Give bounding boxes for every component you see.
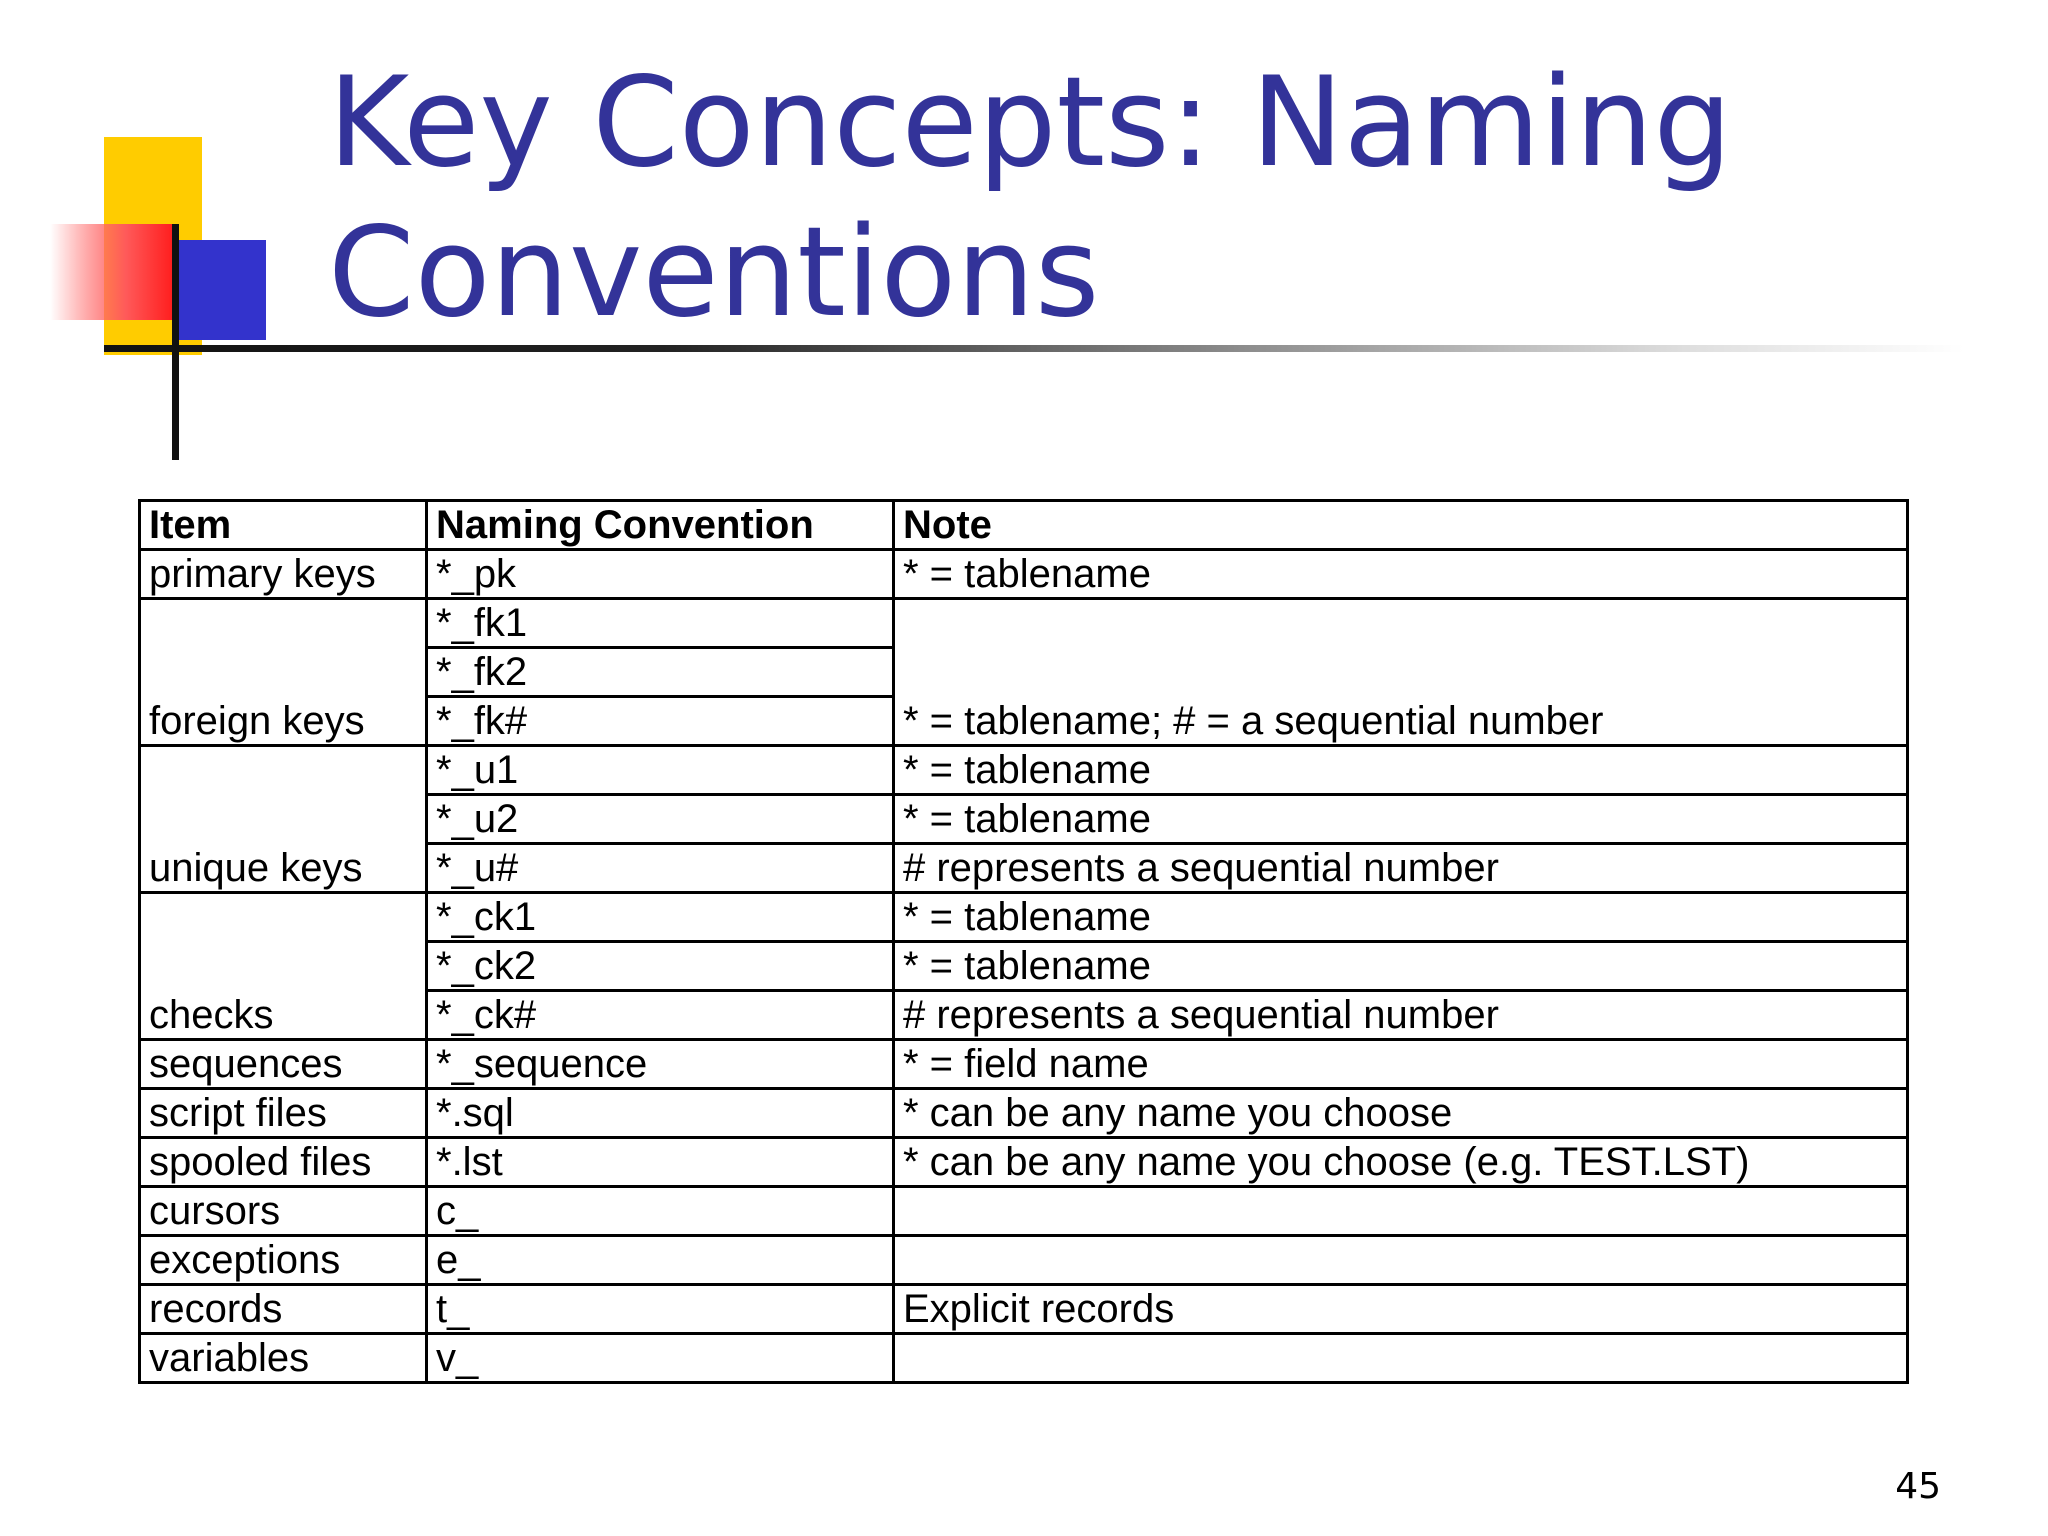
convention-cell: *_ck1 xyxy=(427,893,894,942)
table-row xyxy=(140,1285,1908,1334)
table-row xyxy=(140,1040,1908,1089)
convention-cell: *_sequence xyxy=(427,1040,894,1089)
note-cell: * = tablename xyxy=(894,795,1908,844)
item-cell: primary keys xyxy=(140,550,427,599)
item-cell: unique keys xyxy=(140,746,427,893)
convention-cell: t_ xyxy=(427,1285,894,1334)
note-cell xyxy=(894,1236,1908,1285)
convention-cell: *_fk2 xyxy=(427,648,894,697)
convention-cell: *_pk xyxy=(427,550,894,599)
convention-cell: *_u2 xyxy=(427,795,894,844)
slide-title: Key Concepts: Naming Conventions xyxy=(328,51,1733,345)
table-row xyxy=(140,1089,1908,1138)
item-cell: cursors xyxy=(140,1187,427,1236)
decor-blue-square xyxy=(176,240,266,340)
decor-vertical-rule xyxy=(172,224,179,460)
note-cell: * = field name xyxy=(894,1040,1908,1089)
convention-cell: e_ xyxy=(427,1236,894,1285)
convention-cell: *_fk# xyxy=(427,697,894,746)
naming-conventions-table xyxy=(138,499,1909,1384)
note-cell: * = tablename; # = a sequential number xyxy=(894,599,1908,746)
convention-cell: *_ck2 xyxy=(427,942,894,991)
item-cell: script files xyxy=(140,1089,427,1138)
convention-cell: v_ xyxy=(427,1334,894,1383)
note-cell: * = tablename xyxy=(894,550,1908,599)
table-row xyxy=(140,599,1908,648)
item-cell: sequences xyxy=(140,1040,427,1089)
table-row xyxy=(140,1138,1908,1187)
item-cell: spooled files xyxy=(140,1138,427,1187)
item-cell: checks xyxy=(140,893,427,1040)
convention-cell: *_u# xyxy=(427,844,894,893)
note-cell xyxy=(894,1187,1908,1236)
note-cell: * = tablename xyxy=(894,746,1908,795)
item-cell: exceptions xyxy=(140,1236,427,1285)
convention-cell: *_u1 xyxy=(427,746,894,795)
table-row xyxy=(140,1334,1908,1383)
note-cell: Explicit records xyxy=(894,1285,1908,1334)
header-naming-convention: Naming Convention xyxy=(427,501,894,550)
convention-cell: *_ck# xyxy=(427,991,894,1040)
table-row xyxy=(140,550,1908,599)
convention-cell: *_fk1 xyxy=(427,599,894,648)
convention-cell: *.lst xyxy=(427,1138,894,1187)
note-cell: # represents a sequential number xyxy=(894,991,1908,1040)
note-cell: * can be any name you choose (e.g. TEST.LST) xyxy=(894,1138,1908,1187)
note-cell xyxy=(894,1334,1908,1383)
convention-cell: c_ xyxy=(427,1187,894,1236)
table-row xyxy=(140,1236,1908,1285)
note-cell: * = tablename xyxy=(894,942,1908,991)
convention-cell: *.sql xyxy=(427,1089,894,1138)
page-number: 45 xyxy=(1895,1466,1941,1507)
decor-red-square xyxy=(50,224,176,320)
item-cell: records xyxy=(140,1285,427,1334)
table-header-row xyxy=(140,501,1908,550)
header-item: Item xyxy=(140,501,427,550)
note-cell: # represents a sequential number xyxy=(894,844,1908,893)
item-cell: variables xyxy=(140,1334,427,1383)
note-cell: * can be any name you choose xyxy=(894,1089,1908,1138)
note-cell: * = tablename xyxy=(894,893,1908,942)
table-row xyxy=(140,1187,1908,1236)
item-cell: foreign keys xyxy=(140,599,427,746)
table-row xyxy=(140,893,1908,942)
table-row xyxy=(140,746,1908,795)
header-note: Note xyxy=(894,501,1908,550)
